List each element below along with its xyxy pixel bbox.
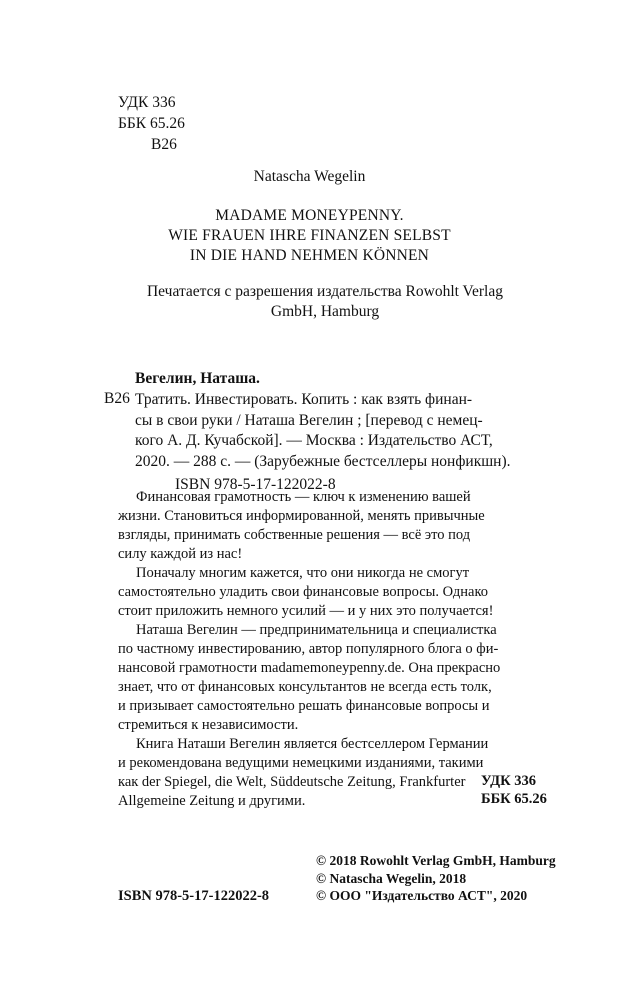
annotation-line: стоит приложить немного усилий — и у них это получается! xyxy=(118,603,494,619)
original-title-line: MADAME MONEYPENNY. xyxy=(215,207,404,224)
annotation-line: жизни. Становиться информированной, менять привычные xyxy=(118,508,485,524)
bibliographic-isbn: ISBN 978-5-17-122022-8 xyxy=(175,476,336,493)
footer-bbk: ББК 65.26 xyxy=(481,791,547,807)
annotation-line: по частному инвестированию, автор популярного блога о фи- xyxy=(118,641,499,657)
annotation-line: Allgemeine Zeitung и другими. xyxy=(118,793,306,809)
bibliographic-line: сы в свои руки / Наташа Вегелин ; [перевод с немец- xyxy=(135,411,483,429)
bibliographic-code: В26 xyxy=(104,390,130,407)
annotation-paragraph xyxy=(118,488,545,564)
annotation-line: силу каждой из нас! xyxy=(118,546,243,562)
copyright-line: © ООО "Издательство АСТ", 2020 xyxy=(316,888,528,903)
original-title-line: IN DIE HAND NEHMEN KÖNNEN xyxy=(189,247,430,264)
annotation-paragraph xyxy=(118,621,545,735)
annotation-line: и призывает самостоятельно решать финансовые вопросы и xyxy=(118,698,490,714)
permission-line: GmbH, Hamburg xyxy=(270,303,380,320)
annotation-line: Поначалу многим кажется, что они никогда не смогут xyxy=(136,565,470,581)
annotation-paragraph xyxy=(118,564,545,621)
copyright-line: © 2018 Rowohlt Verlag GmbH, Hamburg xyxy=(316,853,556,868)
bibliographic-author: Вегелин, Наташа. xyxy=(135,370,260,387)
copyright-block xyxy=(316,852,556,905)
permission-line: Печатается с разрешения издательства Rowohlt Verlag xyxy=(146,283,503,300)
footer-udk: УДК 336 xyxy=(481,773,537,789)
annotation-line: самостоятельно уладить свои финансовые вопросы. Однако xyxy=(118,584,489,600)
bibliographic-line: кого А. Д. Кучабской]. — Москва : Издательство АСТ, xyxy=(135,432,493,449)
annotation-line: нансовой грамотности madamemoneypenny.de. Она прекрасно xyxy=(118,660,501,676)
annotation-line: Книга Наташи Вегелин является бестселлером Германии xyxy=(136,736,489,752)
annotation-line: и рекомендована ведущими немецкими изданиями, такими xyxy=(118,755,484,771)
annotation-line: Наташа Вегелин — предпринимательница и специалистка xyxy=(136,622,497,638)
classification-block xyxy=(118,92,318,155)
original-title xyxy=(0,206,619,266)
annotation-line: как der Spiegel, die Welt, Süddeutsche Zeitung, Frankfurter xyxy=(118,774,466,790)
annotation-line: стремиться к независимости. xyxy=(118,717,299,733)
bbk-code: ББК 65.26 xyxy=(118,115,185,132)
copyright-line: © Natascha Wegelin, 2018 xyxy=(316,870,467,886)
bibliographic-description xyxy=(135,390,545,472)
annotation-line: взгляды, принимать собственные решения — всё это под xyxy=(118,527,471,543)
annotation-line: знает, что от финансовых консультантов не всегда есть толк, xyxy=(118,679,492,695)
annotation-line: Финансовая грамотность — ключ к изменению вашей xyxy=(136,489,471,505)
footer-classification xyxy=(481,772,547,808)
permission-notice xyxy=(95,282,555,322)
footer-isbn: ISBN 978-5-17-122022-8 xyxy=(118,888,270,904)
bibliographic-line: 2020. — 288 с. — (Зарубежные бестселлеры нонфикшн). xyxy=(135,452,511,470)
udk-code: УДК 336 xyxy=(118,94,176,111)
author-sign-code: В26 xyxy=(151,136,177,153)
original-title-line: WIE FRAUEN IHRE FINANZEN SELBST xyxy=(168,227,451,244)
original-author: Natascha Wegelin xyxy=(253,168,366,185)
bibliographic-line: Тратить. Инвестировать. Копить : как взять финан- xyxy=(135,391,473,408)
annotation xyxy=(118,488,545,811)
